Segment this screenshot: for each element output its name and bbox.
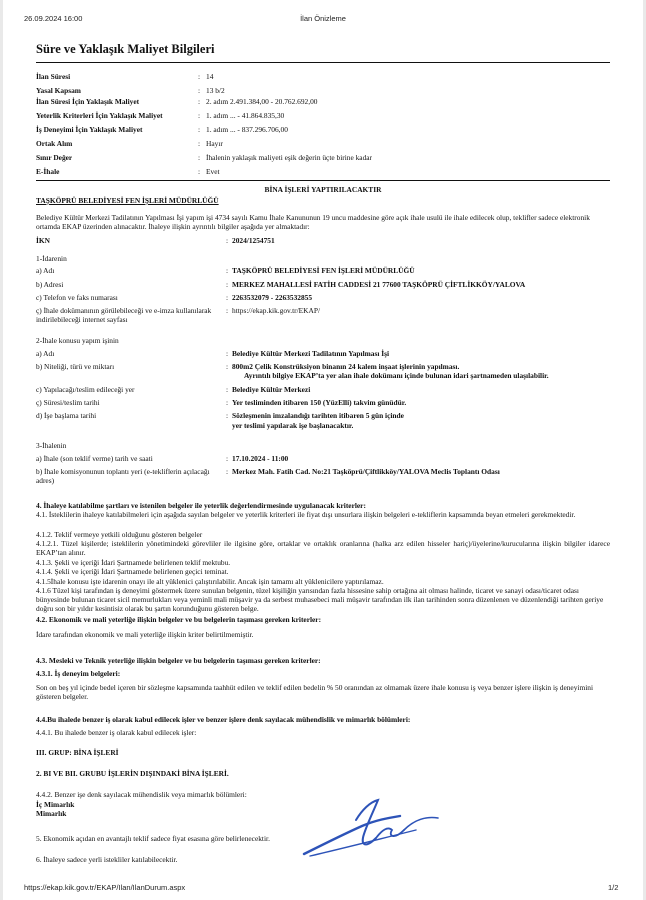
section-1-title: 1-İdarenin: [36, 254, 67, 263]
signature-image: [296, 796, 444, 866]
colon: :: [226, 236, 229, 245]
paragraph-4-1-2-1: 4.1.2.1. Tüzel kişilerde; isteklilerin yönetimindeki görevliler ile ilgisine göre, ortaklar ve ortaklık oranlarına (halka arz edilen hisseler hariç)/üyelerine/kurucularına ilişkin bilgiler idarece EKAP’tan alınır.: [36, 539, 610, 557]
ikn-value: 2024/1254751: [232, 236, 275, 245]
paragraph-4-4-2: 4.4.2. Benzer işe denk sayılacak mühendislik veya mimarlık bölümleri:: [36, 790, 247, 799]
summary-colon: :: [198, 72, 201, 81]
ikn-label: İKN: [36, 236, 50, 245]
summary-colon: :: [198, 111, 201, 120]
section-4-title: 4. İhaleye katılabilme şartları ve istenilen belgeler ile yeterlik değerlendirmesinde uygulanacak kriterler:: [36, 501, 366, 510]
paragraph-4-3-1-body: Son on beş yıl içinde bedel içeren bir sözleşme kapsamında taahhüt edilen ve teklif edilen bedelin % 50 oranından az olmamak üzere ihale konusu iş veya benzer işlere ilişkin iş deneyimini gösteren belgeler.: [36, 683, 593, 701]
paragraph-4-1-6: 4.1.6 Tüzel kişi tarafından iş deneyimi göstermek üzere sunulan belgenin, tüzel kişiliğin yarısından fazla hissesine sahip ortağına ait olması halinde, ticaret ve sanayi odası/ticaret odası bünyesinde bulunan ticaret sicil memurlukları veya yeminli mali müşavir ya da serbest muhasebeci mali müşavir tarafından ilk ilan tarihinden sonra düzenlenen ve düzenlendiği tarihten geriye doğru son bir yıldır kesintisiz olarak bu şartın korunduğunu gösteren belge.: [36, 586, 604, 613]
colon: :: [226, 454, 229, 463]
field-label: a) İhale (son teklif verme) tarih ve saati: [36, 454, 153, 463]
summary-value: 2. adım 2.491.384,00 - 20.762.692,00: [206, 97, 318, 106]
colon: :: [226, 411, 229, 420]
colon: :: [226, 266, 229, 275]
summary-label: Yasal Kapsam: [36, 86, 81, 95]
summary-value: 1. adım ... - 41.864.835,30: [206, 111, 285, 120]
summary-colon: :: [198, 125, 201, 134]
field-value: Yer tesliminden itibaren 150 (YüzElli) takvim günüdür.: [232, 398, 407, 407]
summary-label: İlan Süresi İçin Yaklaşık Maliyet: [36, 97, 140, 106]
colon: :: [226, 398, 229, 407]
field-value: 17.10.2024 - 11:00: [232, 454, 289, 463]
paragraph-4-4: 4.4.Bu ihalede benzer iş olarak kabul edilecek işler ve benzer işlere denk sayılacak mühendislik ve mimarlık bölümleri:: [36, 715, 411, 724]
field-value: Ayrıntılı bilgiye EKAP’ta yer alan ihale dokümanı içinde bulunan idari şartnameden ulaşılabilir.: [244, 371, 549, 380]
field-label: a) Adı: [36, 266, 55, 275]
paragraph-4-1-5: 4.1.5İhale konusu işte idarenin onayı ile alt yüklenici çalıştırılabilir. Ancak işin tamamı alt yüklenicilere yaptırılamaz.: [36, 577, 384, 586]
colon: :: [226, 349, 229, 358]
department-item: Mimarlık: [36, 809, 67, 818]
colon: :: [226, 385, 229, 394]
summary-value: 13 b/2: [206, 86, 225, 95]
summary-label: İlan Süresi: [36, 72, 71, 81]
paragraph-4-1: 4.1. İsteklilerin ihaleye katılabilmeleri için aşağıda sayılan belgeler ve yeterlik kriterleri ile fiyat dışı unsurlara ilişkin belgeleri e-tekliflerin kapsamında beyan etmeleri gerekmektedir.: [36, 510, 576, 519]
summary-label: İş Deneyimi İçin Yaklaşık Maliyet: [36, 125, 143, 134]
field-label: b) Niteliği, türü ve miktarı: [36, 362, 115, 371]
summary-colon: :: [198, 167, 201, 176]
field-value: Sözleşmenin imzalandığı tarihten itibaren 5 gün içinde: [232, 411, 404, 420]
field-label: ç) Süresi/teslim tarihi: [36, 398, 100, 407]
field-value: Merkez Mah. Fatih Cad. No:21 Taşköprü/Çiftlikköy/YALOVA Meclis Toplantı Odası: [232, 467, 500, 476]
colon: :: [226, 362, 229, 371]
print-title: İlan Önizleme: [300, 14, 346, 23]
summary-value: Evet: [206, 167, 220, 176]
field-value: TAŞKÖPRÜ BELEDİYESİ FEN İŞLERİ MÜDÜRLÜĞÜ: [232, 266, 415, 275]
field-label: ç) İhale dokümanının görülebileceği ve e-imza kullanılarak indirilebileceği internet sayfası: [36, 306, 212, 324]
notice-heading: BİNA İŞLERİ YAPTIRILACAKTIR: [264, 185, 382, 194]
paragraph-4-1-4: 4.1.4. Şekli ve içeriği İdari Şartnamede belirlenen geçici teminat.: [36, 567, 229, 576]
summary-label: E-İhale: [36, 167, 60, 176]
colon: :: [226, 306, 229, 315]
field-label: d) İşe başlama tarihi: [36, 411, 97, 420]
notice-intro: Belediye Kültür Merkezi Tadilatının Yapılması İşi yapım işi 4734 sayılı Kamu İhale Kanununun 19 uncu maddesine göre açık ihale usulü ile ihale edilecek olup, teklifler sadece elektronik ortamda EKAP üzerinden alınacaktır. İhaleye ilişkin ayrıntılı bilgiler aşağıda yer almaktadır:: [36, 213, 590, 231]
field-label: b) İhale komisyonunun toplantı yeri (e-tekliflerin açılacağı adres): [36, 467, 210, 485]
section-2-title: 2-İhale konusu yapım işinin: [36, 336, 119, 345]
field-value: 800m2 Çelik Konstrüksiyon binanın 24 kalem inşaat işlerinin yapılması.: [232, 362, 460, 371]
paragraph-6: 6. İhaleye sadece yerli istekliler katılabilecektir.: [36, 855, 178, 864]
field-label: c) Yapılacağı/teslim edileceği yer: [36, 385, 135, 394]
summary-label: Ortak Alım: [36, 139, 73, 148]
field-label: b) Adresi: [36, 280, 64, 289]
summary-colon: :: [198, 86, 201, 95]
paragraph-4-3: 4.3. Mesleki ve Teknik yeterliğe ilişkin belgeler ve bu belgelerin taşıması gereken kriterler:: [36, 656, 321, 665]
section-3-title: 3-İhalenin: [36, 441, 67, 450]
section-title: Süre ve Yaklaşık Maliyet Bilgileri: [36, 42, 215, 56]
field-value: yer teslimi yapılarak işe başlanacaktır.: [232, 421, 354, 430]
field-value: 2263532079 - 2263532855: [232, 293, 313, 302]
divider: [36, 62, 610, 63]
print-date: 26.09.2024 16:00: [24, 14, 83, 23]
field-value: MERKEZ MAHALLESİ FATİH CADDESİ 21 77600 TAŞKÖPRÜ ÇİFTLİKKÖY/YALOVA: [232, 280, 526, 289]
divider: [36, 180, 610, 181]
field-label: a) Adı: [36, 349, 55, 358]
department-item: İç Mimarlık: [36, 800, 75, 809]
footer-url: https://ekap.kik.gov.tr/EKAP/Ilan/IlanDurum.aspx: [24, 883, 186, 892]
footer-page-number: 1/2: [608, 883, 619, 892]
summary-value: 14: [206, 72, 214, 81]
field-value: Belediye Kültür Merkezi: [232, 385, 311, 394]
summary-label: Sınır Değer: [36, 153, 73, 162]
summary-value: Hayır: [206, 139, 223, 148]
authority-name: TAŞKÖPRÜ BELEDİYESİ FEN İŞLERİ MÜDÜRLÜĞÜ: [36, 196, 219, 205]
paragraph-5: 5. Ekonomik açıdan en avantajlı teklif sadece fiyat esasına göre belirlenecektir.: [36, 834, 270, 843]
paragraph-4-4-1: 4.4.1. Bu ihalede benzer iş olarak kabul edilecek işler:: [36, 728, 197, 737]
paragraph-4-3-1: 4.3.1. İş deneyim belgeleri:: [36, 669, 121, 678]
page-edge-left: [0, 0, 3, 900]
group-subtitle: 2. BI VE BII. GRUBU İŞLERİN DIŞINDAKİ BİNA İŞLERİ.: [36, 769, 229, 778]
field-label: c) Telefon ve faks numarası: [36, 293, 118, 302]
paragraph-4-1-2: 4.1.2. Teklif vermeye yetkili olduğunu gösteren belgeler: [36, 530, 203, 539]
colon: :: [226, 280, 229, 289]
colon: :: [226, 293, 229, 302]
summary-value: İhalenin yaklaşık maliyeti eşik değerin üçte birine kadar: [206, 153, 373, 162]
summary-colon: :: [198, 139, 201, 148]
summary-value: 1. adım ... - 837.296.706,00: [206, 125, 288, 134]
paragraph-4-2: 4.2. Ekonomik ve mali yeterliğe ilişkin belgeler ve bu belgelerin taşıması gereken kriterler:: [36, 615, 322, 624]
paragraph-4-2-body: İdare tarafından ekonomik ve mali yeterliğe ilişkin kriter belirtilmemiştir.: [36, 630, 254, 639]
group-title: III. GRUP: BİNA İŞLERİ: [36, 748, 119, 757]
summary-label: Yeterlik Kriterleri İçin Yaklaşık Maliyet: [36, 111, 163, 120]
summary-colon: :: [198, 97, 201, 106]
paragraph-4-1-3: 4.1.3. Şekli ve içeriği İdari Şartnamede belirlenen teklif mektubu.: [36, 558, 231, 567]
field-value: https://ekap.kik.gov.tr/EKAP/: [232, 306, 320, 315]
field-value: Belediye Kültür Merkezi Tadilatının Yapılması İşi: [232, 349, 390, 358]
colon: :: [226, 467, 229, 476]
summary-colon: :: [198, 153, 201, 162]
